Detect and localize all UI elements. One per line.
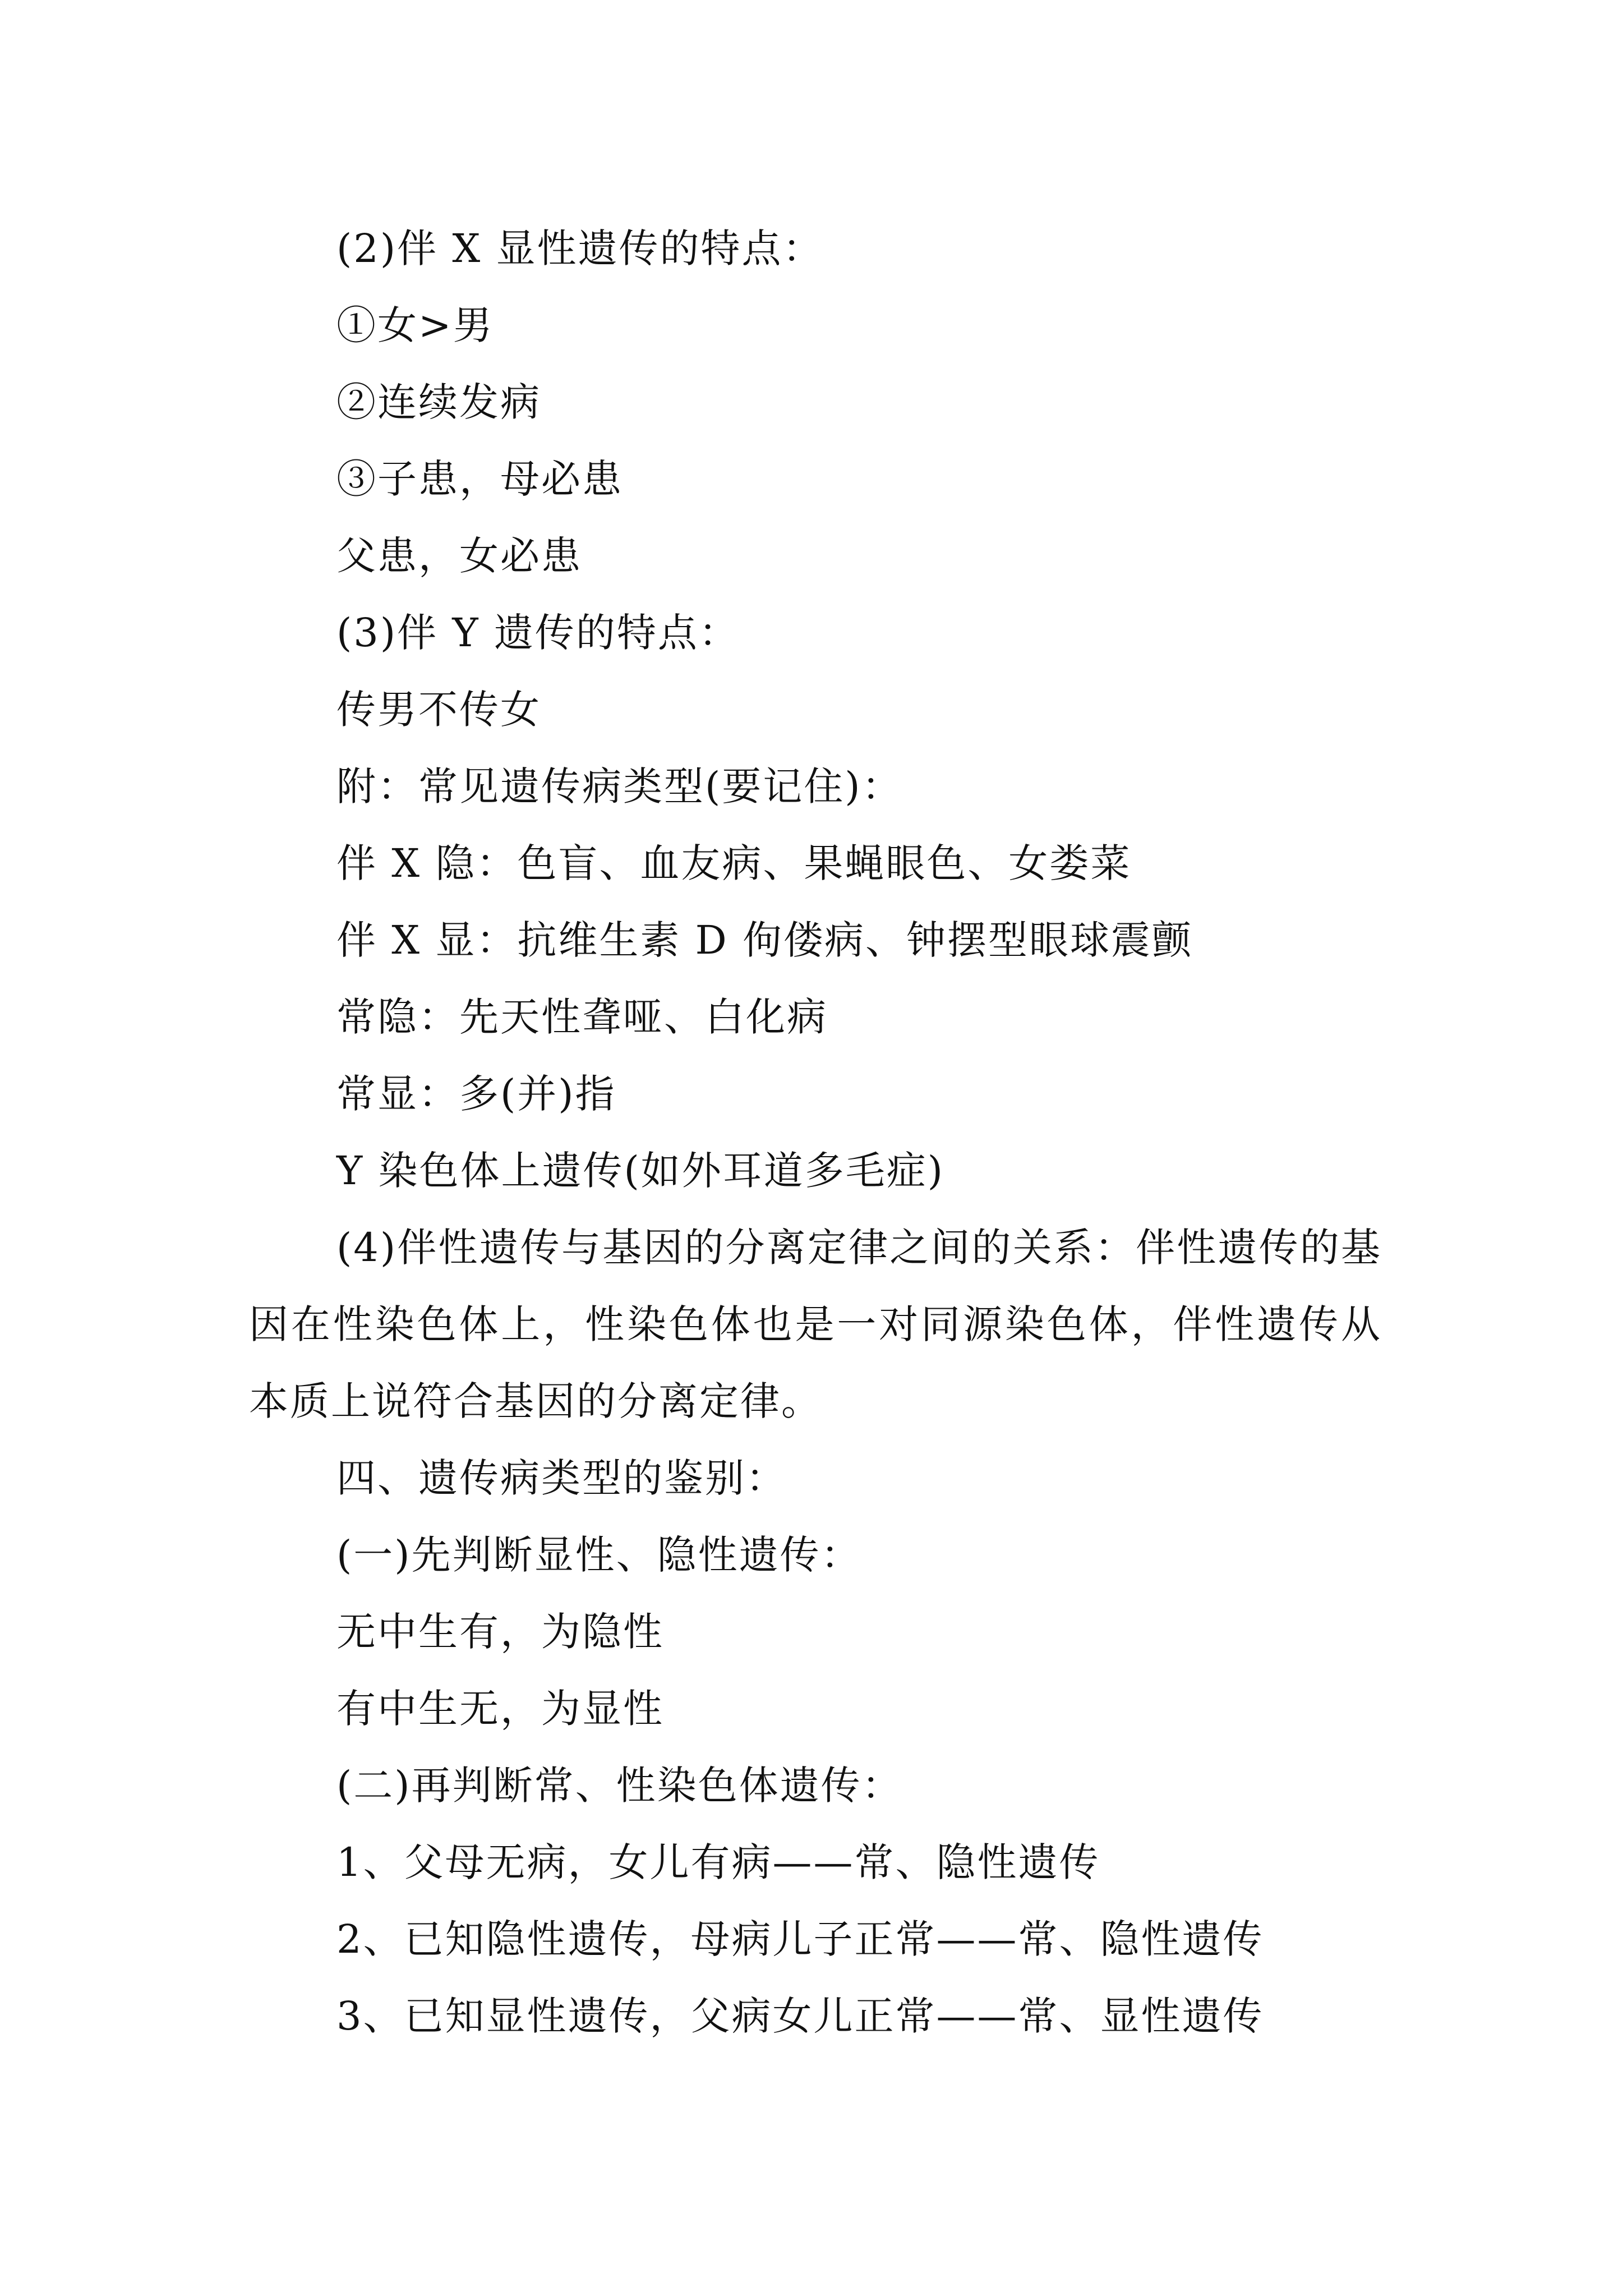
text-line: 四、遗传病类型的鉴别： xyxy=(336,1455,787,1501)
text-line: 无中生有，为隐性 xyxy=(336,1609,664,1655)
text-line: 伴 X 隐：色盲、血友病、果蝇眼色、女娄菜 xyxy=(336,840,1132,886)
text-line: 有中生无，为显性 xyxy=(336,1686,664,1732)
text-line: 伴 X 显：抗维生素 D 佝偻病、钟摆型眼球震颤 xyxy=(336,917,1193,963)
text-line: 3、已知显性遗传，父病女儿正常——常、显性遗传 xyxy=(336,1993,1264,2039)
text-line: ②连续发病 xyxy=(336,379,541,425)
text-line: 父患，女必患 xyxy=(336,533,582,579)
paragraph: (4)伴性遗传与基因的分离定律之间的关系：伴性遗传的基因在性染色体上，性染色体也是一对同源染色体，伴性遗传从本质上说符合基因的分离定律。 xyxy=(249,1225,1382,1424)
text-line: ③子患，母必患 xyxy=(336,456,623,502)
text-line: (3)伴 Y 遗传的特点： xyxy=(336,610,740,656)
text-line: 常隐：先天性聋哑、白化病 xyxy=(336,994,828,1040)
text-line: 1、父母无病，女儿有病——常、隐性遗传 xyxy=(336,1839,1100,1885)
document-body xyxy=(249,210,1382,2055)
text-line: ①女>男 xyxy=(336,302,494,348)
text-line: (一)先判断显性、隐性遗传： xyxy=(336,1532,862,1578)
text-line: (2)伴 X 显性遗传的特点： xyxy=(336,226,824,272)
text-line: 2、已知隐性遗传，母病儿子正常——常、隐性遗传 xyxy=(336,1916,1264,1962)
text-line: 附：常见遗传病类型(要记住)： xyxy=(336,763,903,809)
text-line: 传男不传女 xyxy=(336,687,541,733)
text-line: 常显：多(并)指 xyxy=(336,1071,616,1117)
text-line: (二)再判断常、性染色体遗传： xyxy=(336,1763,903,1809)
text-line: Y 染色体上遗传(如外耳道多毛症) xyxy=(336,1148,945,1194)
